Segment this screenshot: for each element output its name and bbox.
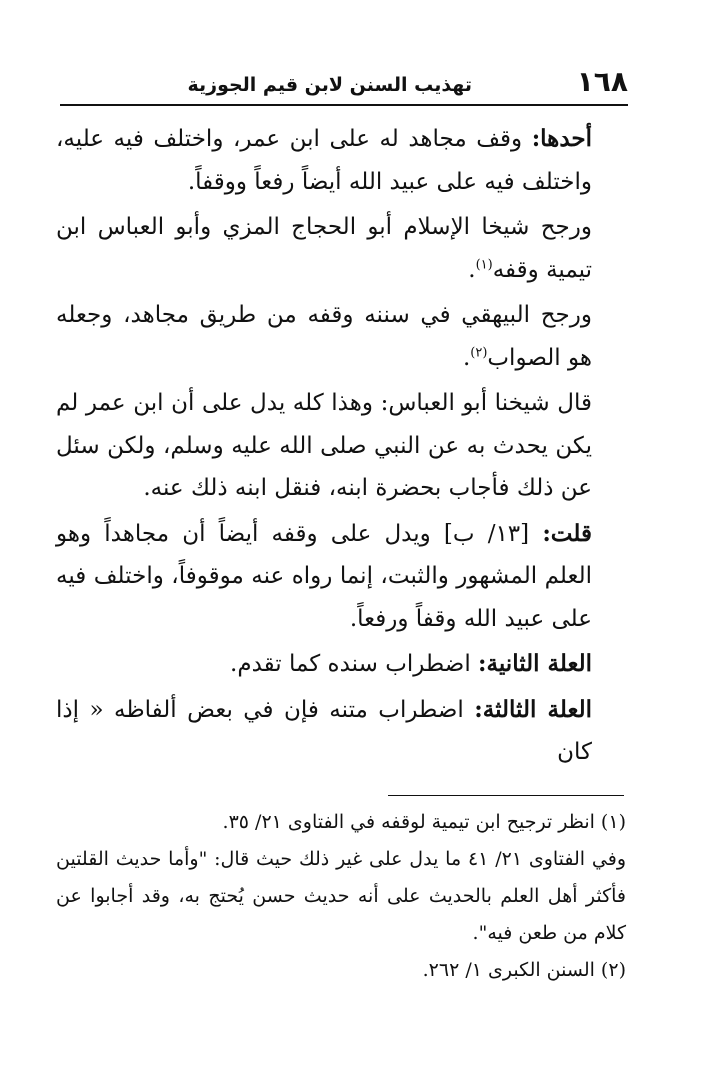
paragraph-2 [56, 206, 626, 291]
footnote-1-continuation: وفي الفتاوى ٢١/ ٤١ ما يدل على غير ذلك حيث قال: "وأما حديث القلتين فأكثر أهل العلم بالحديث على أنه حديث حسن يُحتج به، وقد أجابوا عن كلام من طعن فيه". [56, 848, 626, 944]
paragraph-7-lead: العلة الثالثة: [474, 695, 592, 723]
paragraph-3 [56, 294, 626, 379]
footnote-1: (١) انظر ترجيح ابن تيمية لوقفه في الفتاوى ٢١/ ٣٥. [222, 811, 626, 833]
paragraph-1-lead: أحدها: [531, 125, 592, 152]
footnote-ref-2[interactable]: (٢) [470, 344, 488, 360]
paragraph-7-text: اضطراب متنه فإن في بعض ألفاظه « إذا كان [56, 696, 592, 765]
paragraph-5 [56, 513, 626, 641]
footnote-divider [388, 795, 624, 796]
paragraph-5-text: [١٣/ ب] ويدل على وقفه أيضاً أن مجاهداً وهو العلم المشهور والثبت، إنما رواه عنه موقوفاً، واختلف فيه على عبيد الله وقفاً ورفعاً. [56, 520, 592, 632]
footnotes [56, 804, 626, 989]
paragraph-6-lead: العلة الثانية: [478, 650, 592, 677]
paragraph-3-end: . [462, 344, 471, 371]
paragraph-6 [56, 643, 626, 686]
paragraph-1 [56, 118, 626, 203]
footnote-ref-1[interactable]: (١) [475, 256, 493, 272]
paragraph-2-text: ورجح شيخا الإسلام أبو الحجاج المزي وأبو العباس ابن تيمية وقفه [56, 214, 592, 283]
paragraph-5-lead: قلت: [542, 519, 592, 547]
paragraph-3-text: ورجح البيهقي في سننه وقفه من طريق مجاهد، وجعله هو الصواب [56, 302, 592, 371]
paragraph-7 [56, 689, 626, 774]
running-title: تهذيب السنن لابن قيم الجوزية [187, 74, 472, 96]
footnote-2: (٢) السنن الكبرى ١/ ٢٦٢. [422, 959, 626, 981]
paragraph-6-text: اضطراب سنده كما تقدم. [230, 651, 479, 677]
main-text [56, 118, 626, 774]
paragraph-4 [56, 382, 626, 510]
paragraph-4-text: قال شيخنا أبو العباس: وهذا كله يدل على أن ابن عمر لم يكن يحدث به عن النبي صلى الله عليه وسلم، ولكن سئل عن ذلك فأجاب بحضرة ابنه، فنقل ابنه ذلك عنه. [56, 390, 592, 501]
page-header [60, 64, 628, 106]
page-number: ١٦٨ [576, 65, 628, 98]
paragraph-2-end: . [468, 256, 476, 283]
paragraph-1-text: وقف مجاهد له على ابن عمر، واختلف فيه عليه، واختلف فيه على عبيد الله أيضاً رفعاً ووقفاً. [56, 126, 592, 195]
